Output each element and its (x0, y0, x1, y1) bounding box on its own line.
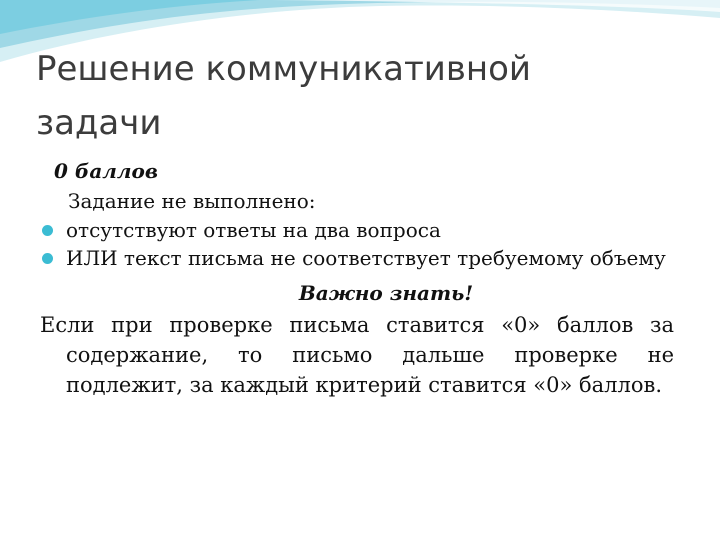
title-line-2: задачи (36, 103, 162, 143)
important-label: Важно знать! (298, 281, 474, 305)
slide-content (40, 156, 672, 400)
note-paragraph: Если при проверке письма ставится «0» баллов за содержание, то письмо дальше проверке не подлежит, за каждый критерий ставится «0» баллов. (40, 313, 674, 397)
criteria-bullet: ИЛИ текст письма не соответствует требуемому объему (40, 244, 672, 272)
task-status: Задание не выполнено: (68, 189, 316, 213)
title-line-1: Решение коммуникативной (36, 49, 532, 89)
criteria-list (40, 216, 672, 272)
slide-title (36, 42, 676, 150)
criteria-bullet: отсутствуют ответы на два вопроса (40, 216, 672, 244)
score-heading: 0 баллов (54, 159, 159, 183)
